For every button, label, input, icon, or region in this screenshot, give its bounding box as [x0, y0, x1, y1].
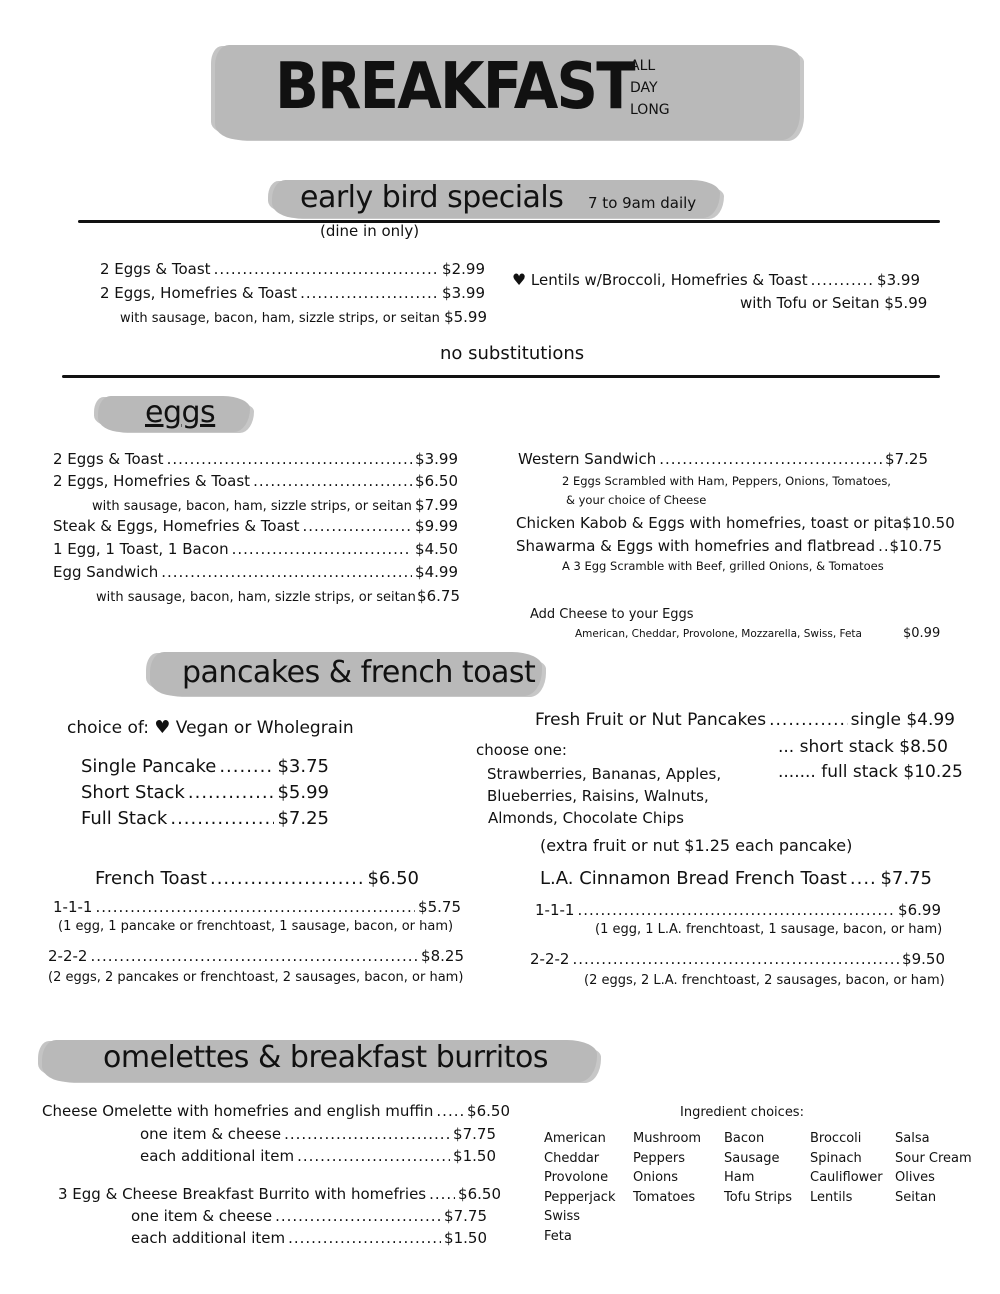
item-price: $4.99 [415, 563, 458, 581]
day-label: DAY [630, 80, 658, 96]
item-price: $8.25 [421, 947, 464, 965]
item-name: one item & cheese [131, 1207, 273, 1225]
western-desc-2: & your choice of Cheese [566, 493, 707, 507]
item-name: Shawarma & Eggs with homefries and flatbread [516, 537, 876, 555]
option-text: with Tofu or Seitan [740, 294, 880, 312]
eggs-title: eggs [145, 395, 216, 430]
fruit-full-stack: ....... full stack $10.25 [778, 762, 963, 782]
page-title: BREAKFAST [275, 50, 634, 124]
item-name: Lentils w/Broccoli, Homefries & Toast [530, 271, 808, 289]
western-desc-1: 2 Eggs Scrambled with Ham, Peppers, Onions, Tomatoes, [562, 474, 891, 488]
fruit-list-2: Blueberries, Raisins, Walnuts, [487, 787, 709, 805]
eggs-item [53, 450, 458, 468]
shawarma [516, 537, 942, 555]
omelette-item [140, 1125, 496, 1143]
item-name: 1 Egg, 1 Toast, 1 Bacon [53, 540, 229, 558]
combo-222-desc: (2 eggs, 2 pancakes or frenchtoast, 2 sausages, bacon, or ham) [48, 970, 464, 985]
item-name: Egg Sandwich [53, 563, 159, 581]
item-name: 2 Eggs, Homefries & Toast [53, 472, 251, 490]
item-price: $2.99 [442, 260, 485, 278]
cheese-list: American, Cheddar, Provolone, Mozzarella, Swiss, Feta [575, 628, 862, 640]
item-name: Single Pancake [81, 756, 217, 777]
item-name: French Toast [95, 868, 207, 889]
extra-fruit-note: (extra fruit or nut $1.25 each pancake) [540, 836, 853, 855]
early-bird-meat-option [120, 308, 487, 326]
item-price: $6.75 [417, 587, 460, 605]
choice-text: Vegan or Wholegrain [175, 718, 354, 738]
all-day-long [630, 55, 670, 121]
item-price: $7.25 [885, 450, 928, 468]
all-label: ALL [630, 58, 656, 74]
pancakes-title: pancakes & french toast [182, 655, 536, 690]
pancake-item [81, 808, 329, 829]
short-stack-price: short stack $8.50 [799, 737, 948, 757]
combo-222 [48, 947, 464, 965]
item-name: 2-2-2 [48, 947, 88, 965]
item-price: $3.99 [415, 450, 458, 468]
item-name: 3 Egg & Cheese Breakfast Burrito with homefries [58, 1185, 427, 1203]
item-name: Short Stack [81, 782, 185, 803]
la-cinnamon-toast [540, 868, 932, 889]
item-name: Cheese Omelette with homefries and english muffin [42, 1102, 434, 1120]
omelette-item [42, 1102, 510, 1120]
fruit-pancakes [535, 710, 955, 730]
ingredient-column-extras: Salsa Sour Cream Olives Seitan [895, 1131, 972, 1205]
item-name: 2 Eggs, Homefries & Toast [100, 284, 298, 302]
item-price: $6.50 [415, 472, 458, 490]
burrito-item [131, 1207, 487, 1225]
burrito-item [131, 1229, 487, 1247]
eggs-option [96, 587, 460, 605]
item-price: $7.75 [444, 1207, 487, 1225]
pancake-item [81, 756, 329, 777]
item-price: $10.50 [902, 514, 955, 532]
item-price: $4.50 [415, 540, 458, 558]
early-bird-vegan-item [512, 270, 920, 289]
early-bird-hours: 7 to 9am daily [588, 194, 697, 212]
early-bird-vegan-option [740, 294, 927, 312]
choose-one: choose one: [476, 741, 567, 759]
item-price: $5.99 [277, 782, 329, 803]
long-label: LONG [630, 102, 670, 118]
early-bird-item [100, 284, 485, 302]
western-sandwich [518, 450, 928, 468]
eggs-item [53, 517, 458, 535]
item-price: $7.75 [880, 868, 932, 889]
item-price: $6.50 [367, 868, 419, 889]
combo-111-desc: (1 egg, 1 pancake or frenchtoast, 1 sausage, bacon, or ham) [58, 919, 454, 934]
item-price: $9.50 [902, 950, 945, 968]
heart-icon: ♥ [512, 270, 527, 289]
pancake-item [81, 782, 329, 803]
item-price: $7.25 [277, 808, 329, 829]
option-price: $5.99 [884, 294, 928, 312]
item-name: Steak & Eggs, Homefries & Toast [53, 517, 300, 535]
item-name: 2-2-2 [530, 950, 570, 968]
option-price: $5.99 [444, 308, 488, 326]
option-text: with sausage, bacon, ham, sizzle strips, or seitan [120, 311, 440, 326]
full-stack-price: full stack $10.25 [821, 762, 963, 782]
early-bird-rule-bottom [62, 375, 940, 378]
dine-in-note: (dine in only) [320, 222, 420, 240]
item-price: single $4.99 [850, 710, 955, 730]
combo-111 [53, 898, 461, 916]
item-name: Full Stack [81, 808, 168, 829]
item-price: $6.50 [467, 1102, 510, 1120]
eggs-item [53, 540, 458, 558]
item-name: 1-1-1 [53, 898, 93, 916]
item-price: $1.50 [444, 1229, 487, 1247]
chicken-kabob [516, 514, 955, 532]
item-price: $9.99 [415, 517, 458, 535]
ingredient-column-meats: Bacon Sausage Ham Tofu Strips [724, 1131, 792, 1205]
item-name: one item & cheese [140, 1125, 282, 1143]
fruit-short-stack: ... short stack $8.50 [778, 737, 948, 757]
item-price: $3.99 [442, 284, 485, 302]
la-combo-222 [530, 950, 945, 968]
item-name: L.A. Cinnamon Bread French Toast [540, 868, 847, 889]
shawarma-desc: A 3 Egg Scramble with Beef, grilled Onions, & Tomatoes [562, 559, 884, 573]
item-price: $5.75 [418, 898, 461, 916]
item-name: each additional item [131, 1229, 286, 1247]
eggs-option [92, 496, 458, 514]
item-name: each additional item [140, 1147, 295, 1165]
choice-label: choice of: [67, 718, 149, 738]
item-name: 1-1-1 [535, 901, 575, 919]
item-name: Chicken Kabob & Eggs with homefries, toast or pita [516, 514, 903, 532]
no-substitutions: no substitutions [440, 343, 585, 364]
item-price: $6.99 [898, 901, 941, 919]
omelettes-title: omelettes & breakfast burritos [103, 1040, 548, 1075]
item-price: $7.75 [453, 1125, 496, 1143]
item-name: 2 Eggs & Toast [100, 260, 211, 278]
item-name: with sausage, bacon, ham, sizzle strips, or seitan [96, 590, 416, 605]
fruit-list-1: Strawberries, Bananas, Apples, [487, 765, 722, 783]
la-combo-111-desc: (1 egg, 1 L.A. frenchtoast, 1 sausage, bacon, or ham) [595, 922, 943, 937]
la-combo-222-desc: (2 eggs, 2 L.A. frenchtoast, 2 sausages, bacon, or ham) [584, 973, 945, 988]
item-name: Western Sandwich [518, 450, 657, 468]
eggs-item [53, 563, 458, 581]
item-price: $1.50 [453, 1147, 496, 1165]
eggs-item [53, 472, 458, 490]
item-price: $6.50 [458, 1185, 501, 1203]
item-name: 2 Eggs & Toast [53, 450, 164, 468]
ingredient-title: Ingredient choices: [680, 1105, 804, 1120]
cheese-price: $0.99 [903, 626, 941, 641]
fruit-list-3: Almonds, Chocolate Chips [488, 809, 684, 827]
burrito-item [58, 1185, 501, 1203]
item-name: Fresh Fruit or Nut Pancakes [535, 710, 767, 730]
ingredient-column-veg: Mushroom Peppers Onions Tomatoes [633, 1131, 702, 1205]
ingredient-column-cheeses: American Cheddar Provolone Pepperjack Swiss Feta [544, 1131, 616, 1244]
early-bird-rule-top [78, 220, 940, 223]
add-cheese: Add Cheese to your Eggs [530, 607, 694, 622]
ingredient-column-greens: Broccoli Spinach Cauliflower Lentils [810, 1131, 883, 1205]
item-price: $3.99 [877, 271, 920, 289]
omelette-item [140, 1147, 496, 1165]
item-name: with sausage, bacon, ham, sizzle strips, or seitan [92, 499, 412, 514]
item-price: $3.75 [277, 756, 329, 777]
item-price: $10.75 [889, 537, 942, 555]
choice-of [67, 717, 354, 738]
french-toast [95, 868, 419, 889]
early-bird-item [100, 260, 485, 278]
item-price: $7.99 [415, 496, 458, 514]
early-bird-title: early bird specials [300, 180, 564, 215]
la-combo-111 [535, 901, 941, 919]
heart-icon: ♥ [154, 717, 171, 738]
